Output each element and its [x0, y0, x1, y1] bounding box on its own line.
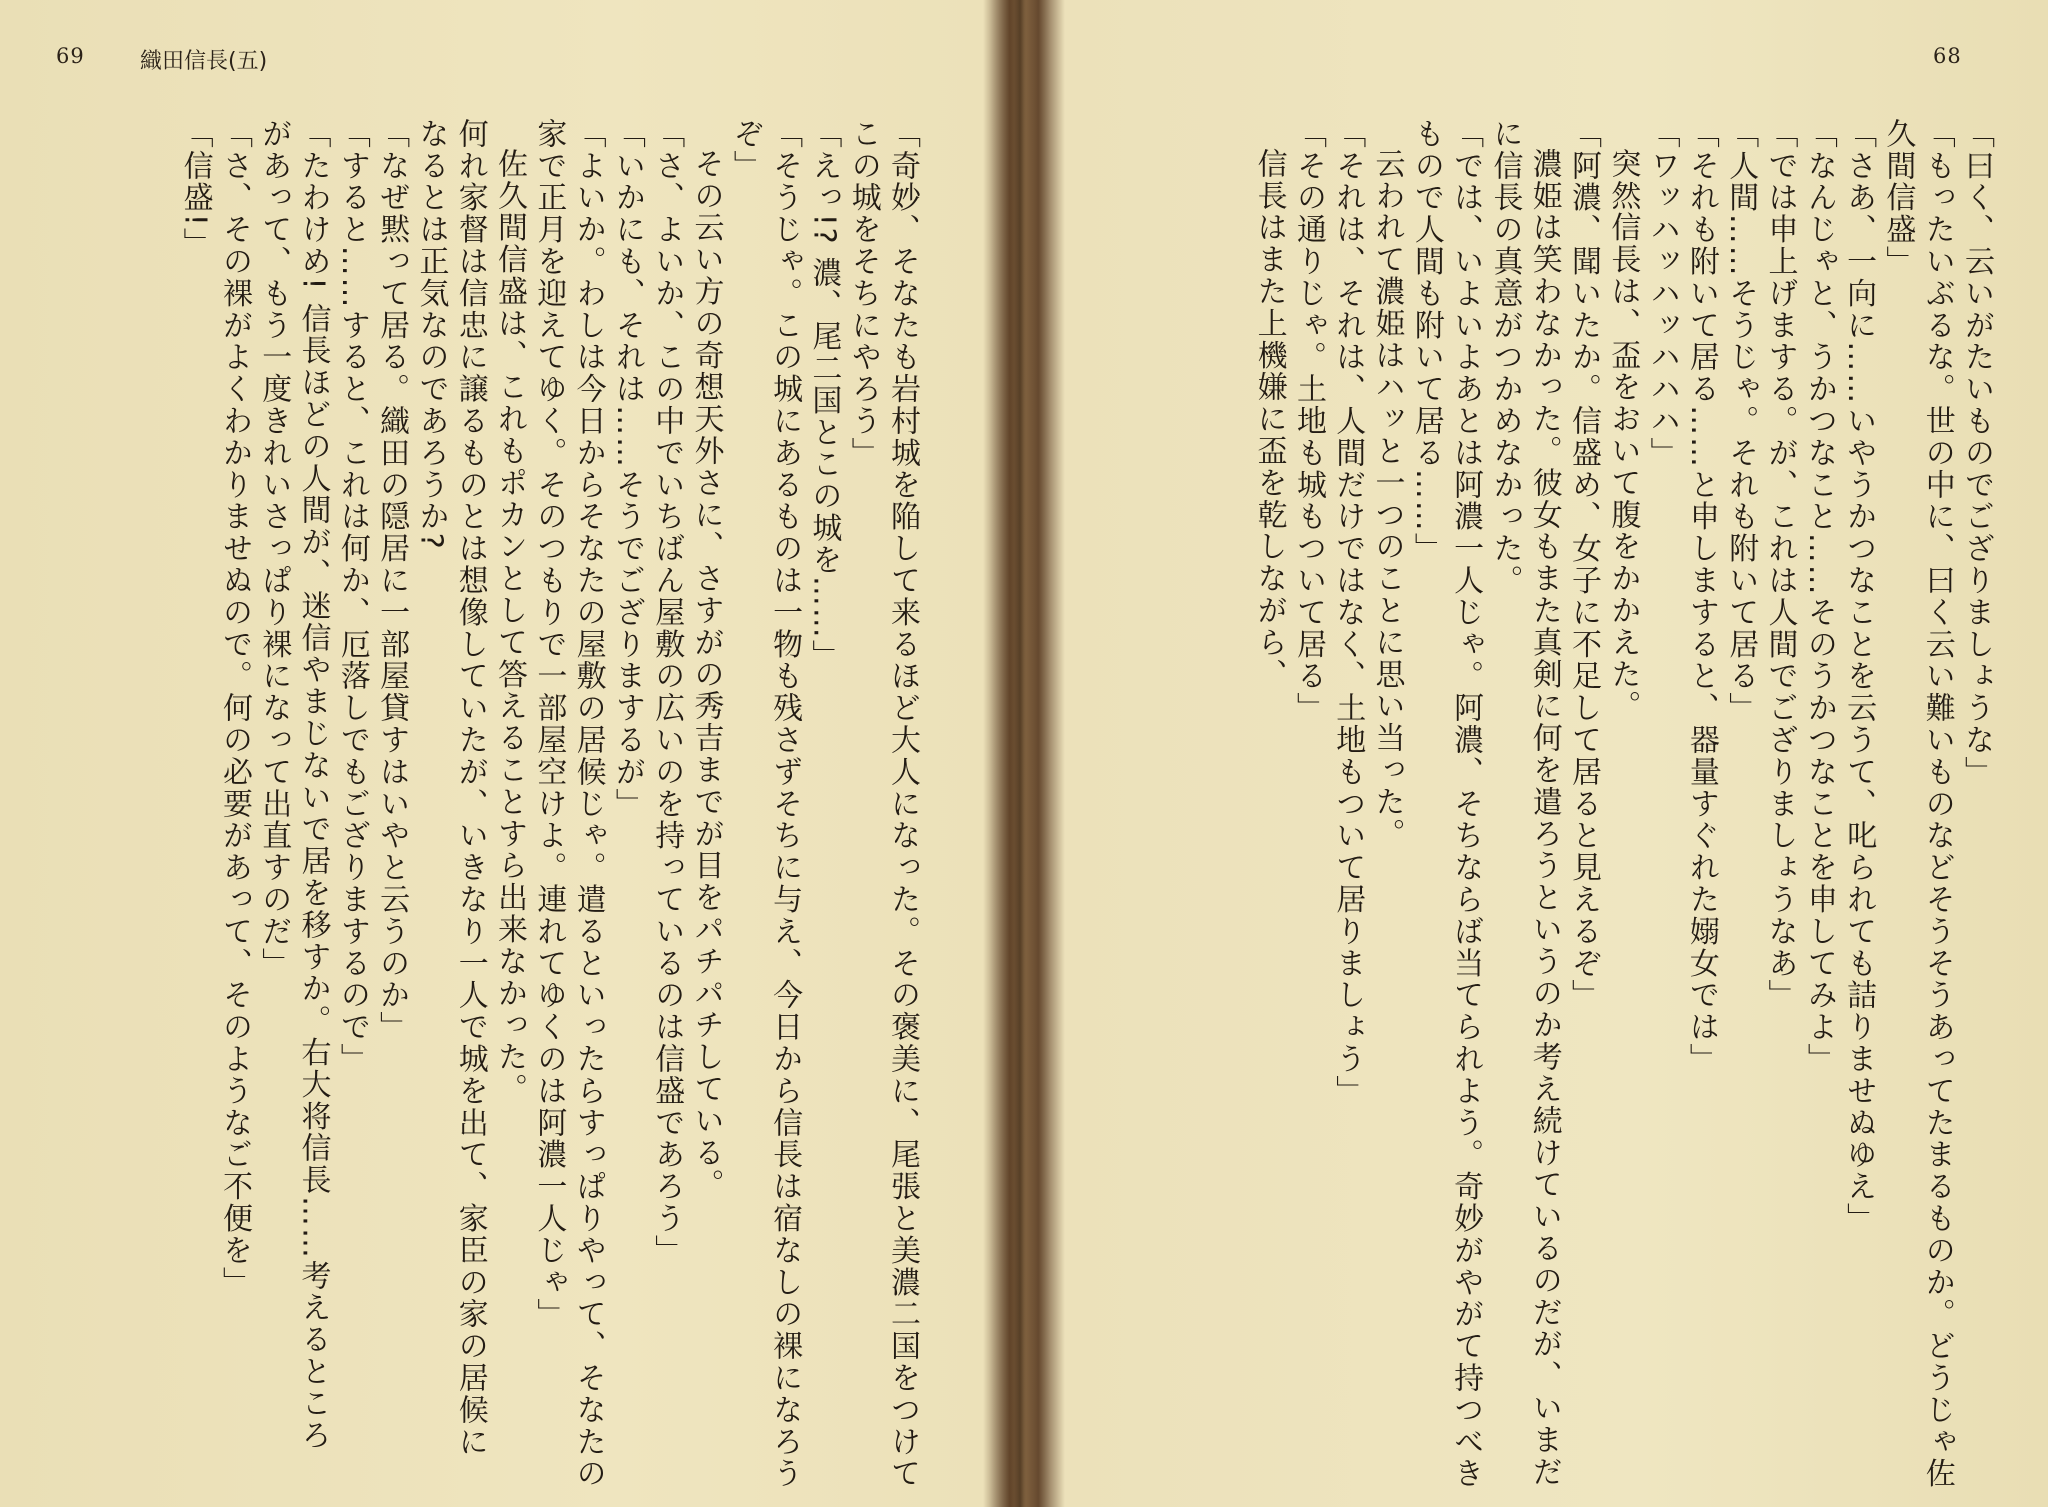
text-line: 佐久間信盛は、これもポカンとして答えることすら出来なかった。 — [492, 148, 528, 1105]
text-line: 「曰く、云いがたいものでござりましょうな」 — [1959, 118, 1994, 788]
text-line: 「そうじゃ。この城にあるものは一物も残さずそちに与え、今日から信長は宿なしの裸になろう — [767, 118, 803, 1490]
text-line: 「よいか。わしは今日からそなたの屋敷の居候じゃ。遣るといったらすっぱりやって、そなたの — [570, 118, 606, 1490]
text-line: 「なんじゃと、うかつなこと……そのうかつなことを申してみよ」 — [1801, 118, 1837, 1075]
book-gutter — [990, 0, 1050, 1507]
text-line: 「人間……そうじゃ。それも附いて居る」 — [1723, 118, 1759, 725]
left-page-text — [22, 118, 922, 1490]
right-page — [1033, 0, 2048, 1507]
text-line: 「では、いよいよあとは阿濃一人じゃ。阿濃、そちならば当てられよう。奇妙がやがて持つべき — [1448, 118, 1484, 1490]
text-line: 「さ、よいか、この中でいちばん屋敷の広いのを持っているのは信盛であろう」 — [649, 118, 685, 1267]
text-line: 「たわけめ! 信長ほどの人間が、迷信やまじないで居を移すか。右大将信長……考えるところ — [295, 118, 331, 1452]
text-line: 「それは、それは、人間だけではなく、土地もついて居りましょう」 — [1330, 118, 1366, 1107]
text-line: 云われて濃姫はハッと一つのことに思い当った。 — [1369, 148, 1405, 850]
running-title: 織田信長(五) — [140, 49, 268, 74]
text-line: 「ワッハッハッハハハ」 — [1644, 118, 1680, 469]
text-line: 「いかにも、それは……そうでござりまするが」 — [609, 118, 645, 820]
text-line: 「さ、その裸がよくわかりませぬので。何の必要があって、そのようなご不便を」 — [216, 118, 252, 1299]
text-line: 「なぜ黙って居る。織田の隠居に一部屋貸すはいやと云うのか」 — [374, 118, 410, 1044]
text-line: 家で正月を迎えてゆく。そのつもりで一部屋空けよ。連れてゆくのは阿濃一人じゃ」 — [531, 118, 567, 1331]
left-page — [0, 0, 1015, 1507]
text-line: に信長の真意がつかめなかった。 — [1487, 118, 1523, 597]
text-line: 久間信盛」 — [1880, 118, 1916, 278]
text-line: 「では申上げまする。が、これは人間でござりましょうなあ」 — [1762, 118, 1798, 1012]
page-number-right: 68 — [1933, 44, 1962, 68]
right-page-text — [1096, 118, 1996, 1490]
text-line: 「信盛!」 — [177, 118, 213, 260]
text-line: 「奇妙、そなたも岩村城を陥して来るほど大人になった。その褒美に、尾張と美濃二国をつけて — [885, 118, 920, 1490]
text-line: もので人間も附いて居る……」 — [1408, 118, 1444, 565]
text-line: 「それも附いて居る……と申しますると、器量すぐれた嫋女では」 — [1683, 118, 1719, 1075]
text-line: 「さあ、一向に……いやうかつなことを云うて、叱られても詰りませぬゆえ」 — [1841, 118, 1877, 1235]
text-line: 「すると……すると、これは何か、厄落しでもござりまするので」 — [334, 118, 370, 1075]
text-line: その云い方の奇想天外さに、さすがの秀吉までが目をパチパチしている。 — [688, 148, 724, 1201]
text-line: があって、もう一度きれいさっぱり裸になって出直すのだ」 — [256, 118, 292, 980]
text-line: なるとは正気なのであろうか? — [413, 118, 449, 551]
text-line: 「阿濃、聞いたか。信盛め、女子に不足して居ると見えるぞ」 — [1566, 118, 1602, 1012]
text-line: ぞ」 — [727, 118, 763, 182]
text-line: 突然信長は、盃をおいて腹をかかえた。 — [1605, 148, 1641, 723]
text-line: 「もったいぶるな。世の中に、曰く云い難いものなどそうそうあってたまるものか。どうじゃ佐 — [1919, 118, 1955, 1490]
text-line: この城をそちにやろう」 — [845, 118, 881, 469]
text-line: 濃姫は笑わなかった。彼女もまた真剣に何を遣ろうというのか考え続けているのだが、いまだ — [1526, 148, 1562, 1488]
text-line: 信長はまた上機嫌に盃を乾しながら、 — [1251, 148, 1287, 691]
text-line: 「えっ!? 濃、尾二国とこの城を……」 — [806, 118, 842, 672]
page-number-left: 69 — [56, 44, 85, 68]
text-line: 何れ家督は信忠に譲るものとは想像していたが、いきなり一人で城を出て、家臣の家の居候に — [452, 118, 488, 1458]
text-line: 「その通りじゃ。土地も城もついて居る」 — [1290, 118, 1326, 725]
